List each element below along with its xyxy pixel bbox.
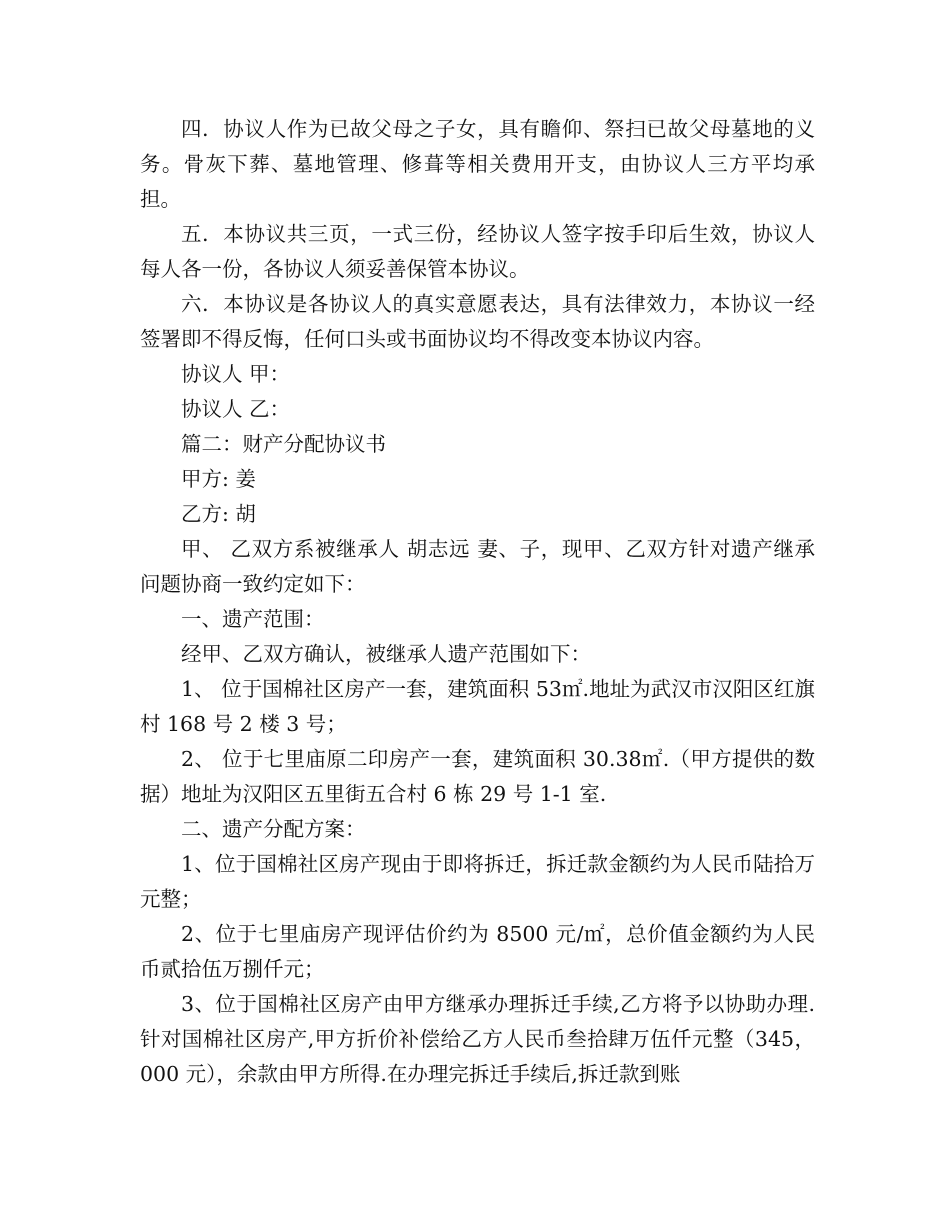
paragraph-clause-6: 六．本协议是各协议人的真实意愿表达，具有法律效力，本协议一经签署即不得反悔，任何口头或书面协议均不得改变本协议内容。: [140, 292, 815, 351]
distribution-item-3: 3、位于国棉社区房产由甲方继承办理拆迁手续,乙方将予以协助办理.针对国棉社区房产,甲方折价补偿给乙方人民币叁拾肆万伍仟元整（345，000 元），余款由甲方所得.在办理完拆迁手续后,拆迁款到账: [140, 992, 815, 1086]
distribution-item-2: 2、位于七里庙房产现评估价约为 8500 元/㎡，总价值金额约为人民币贰拾伍万捌仟元；: [140, 922, 815, 981]
section-heading: 篇二：财产分配协议书: [181, 432, 386, 456]
signatory-party-b: 协议人 乙：: [181, 397, 291, 421]
estate-item-2: 2、 位于七里庙原二印房产一套，建筑面积 30.38㎡.（甲方提供的数据）地址为汉阳区五里街五合村 6 栋 29 号 1-1 室.: [140, 747, 815, 806]
document-body: [140, 112, 815, 1092]
estate-item-1: 1、 位于国棉社区房产一套，建筑面积 53㎡.地址为武汉市汉阳区红旗村 168 号 2 楼 3 号；: [140, 677, 815, 736]
distribution-item-1: 1、位于国棉社区房产现由于即将拆迁，拆迁款金额约为人民币陆拾万元整；: [140, 852, 815, 911]
estate-scope-heading: 一、遗产范围：: [181, 607, 325, 631]
party-b-line: 乙方: 胡: [181, 502, 256, 526]
signatory-party-a: 协议人 甲：: [181, 362, 291, 386]
preamble-paragraph: 甲、 乙双方系被继承人 胡志远 妻、子，现甲、乙双方针对遗产继承问题协商一致约定如下：: [140, 537, 815, 596]
party-a-line: 甲方: 姜: [181, 467, 256, 491]
paragraph-clause-4: 四．协议人作为已故父母之子女，具有瞻仰、祭扫已故父母墓地的义务。骨灰下葬、墓地管理、修葺等相关费用开支，由协议人三方平均承担。: [140, 117, 815, 211]
estate-scope-intro: 经甲、乙双方确认，被继承人遗产范围如下：: [181, 642, 591, 666]
distribution-heading: 二、遗产分配方案：: [181, 817, 366, 841]
paragraph-clause-5: 五．本协议共三页，一式三份，经协议人签字按手印后生效，协议人每人各一份，各协议人须妥善保管本协议。: [140, 222, 815, 281]
